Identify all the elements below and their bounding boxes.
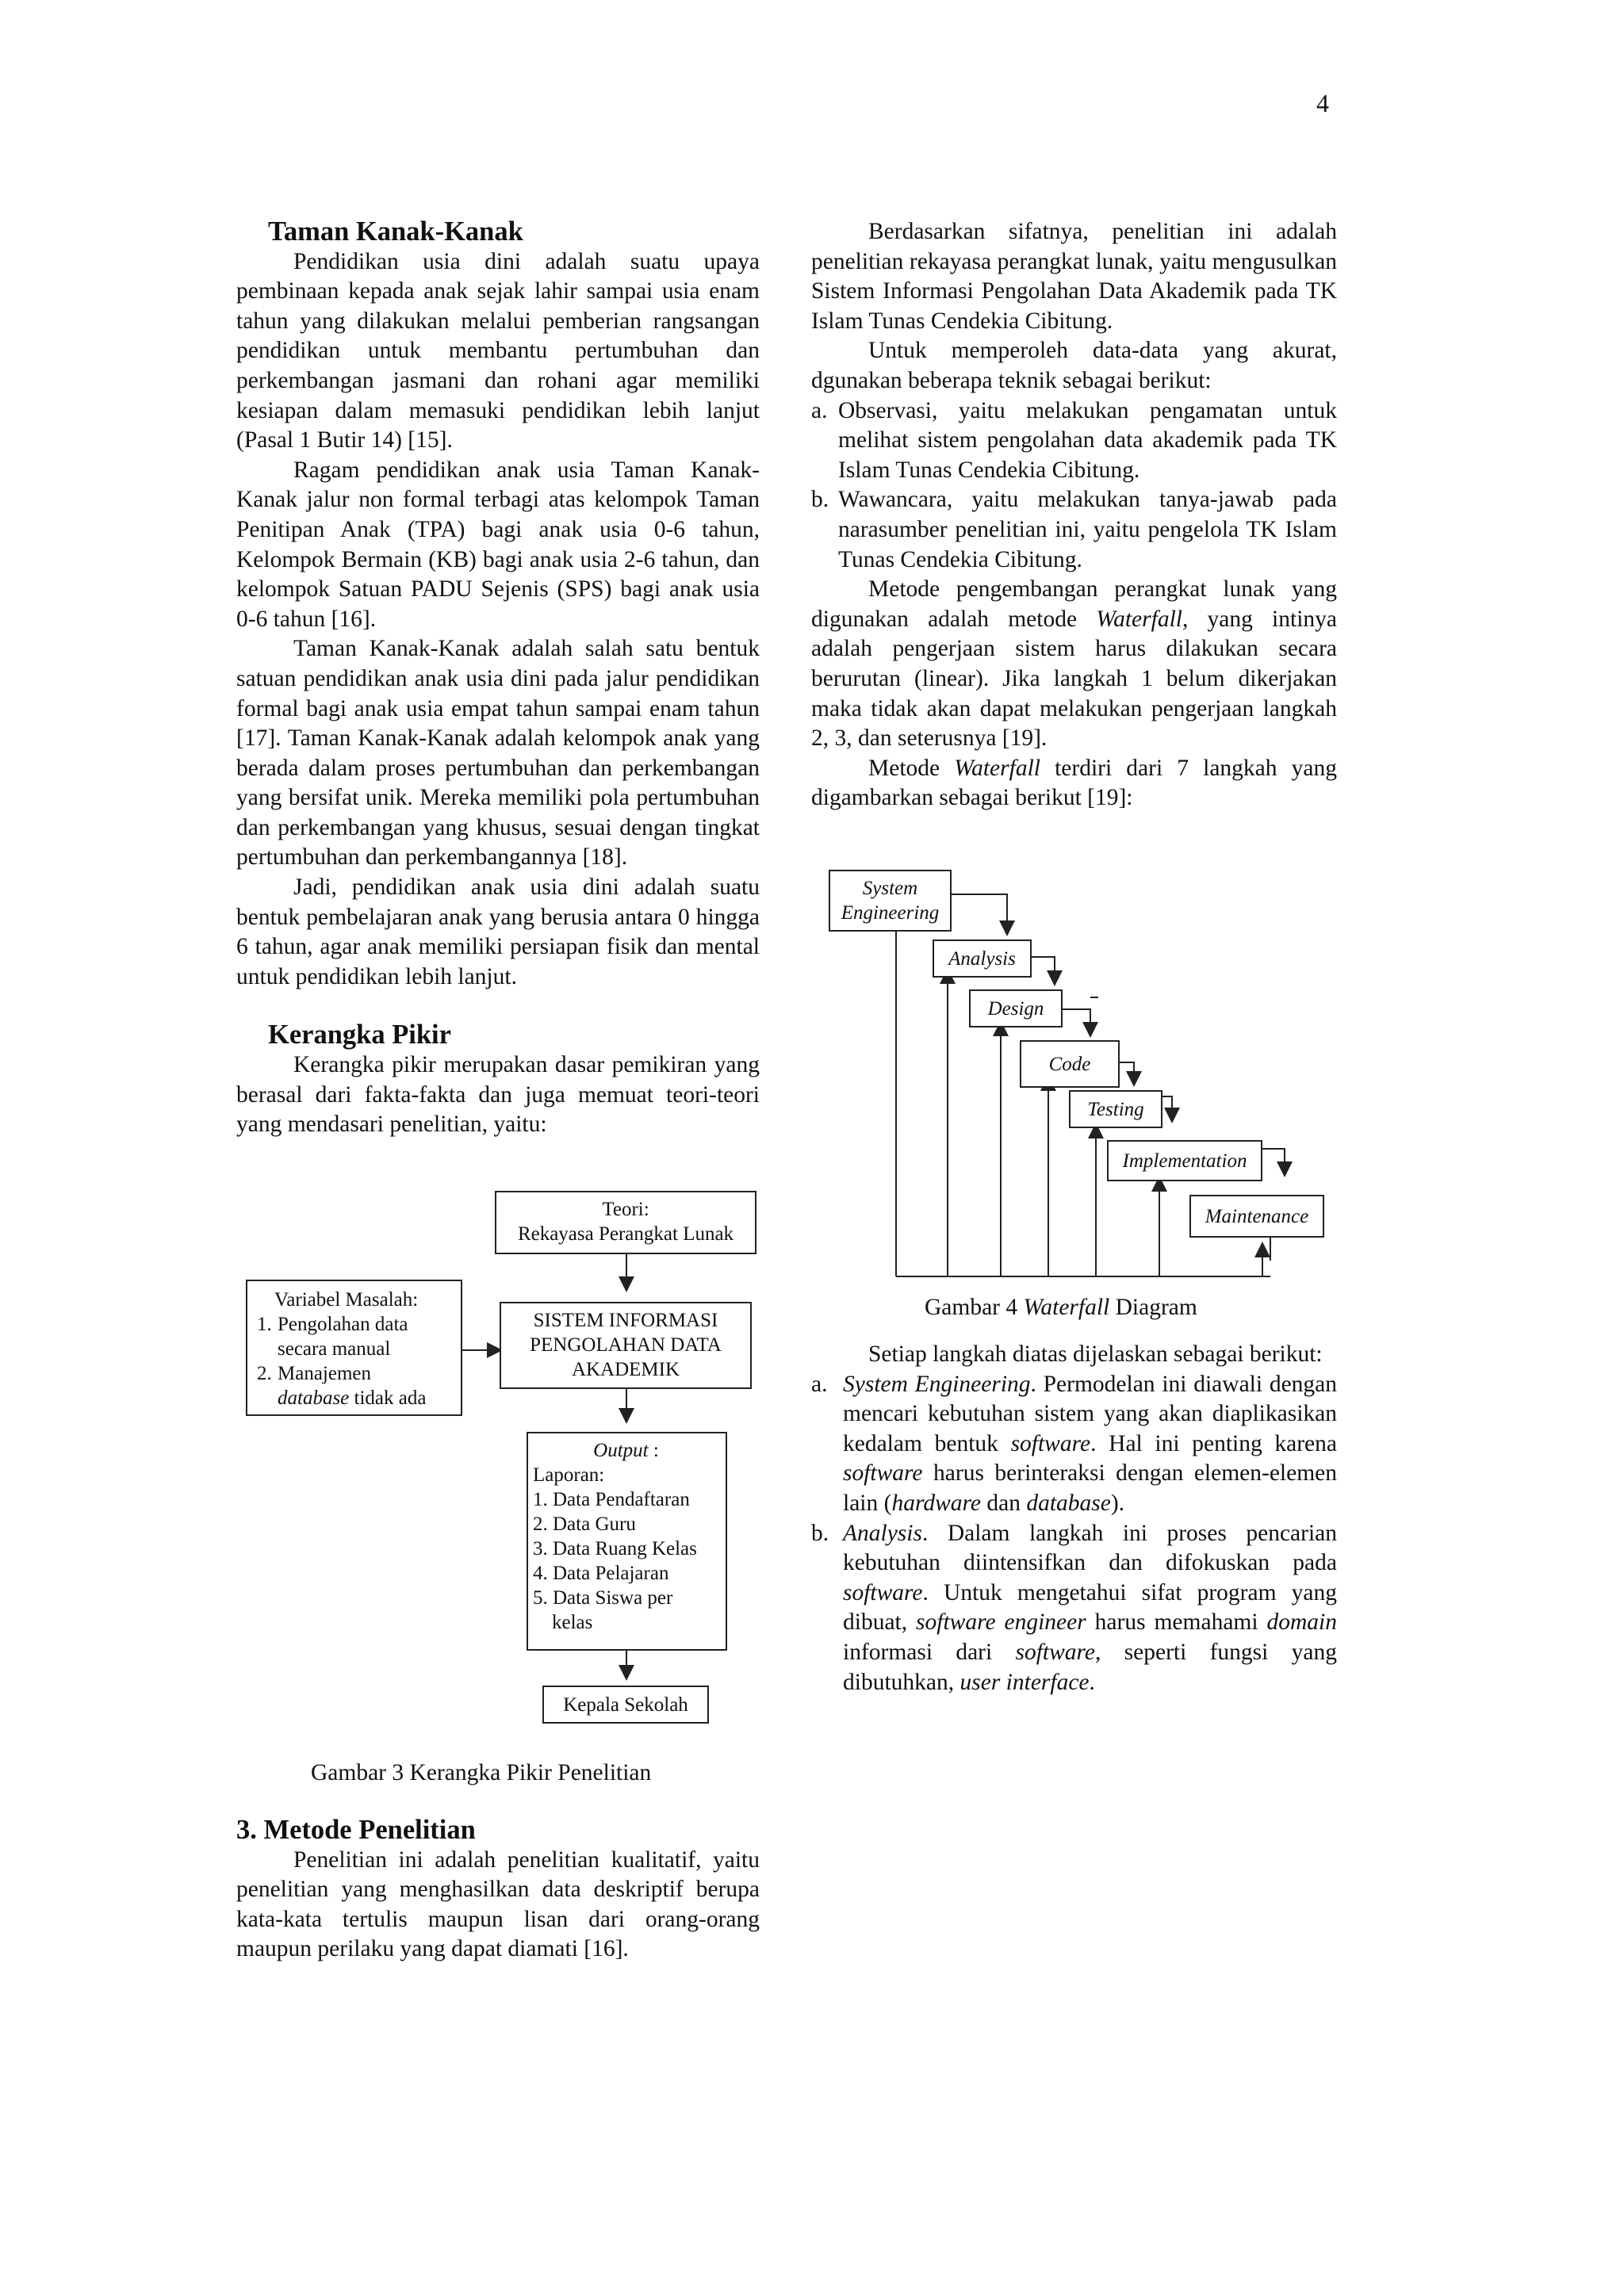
step-system-engineering: System Engineering (829, 870, 952, 932)
paragraph: Metode Waterfall terdiri dari 7 langkah yang digambarkan sebagai berikut [19]: (811, 755, 1337, 811)
step-analysis: Analysis (933, 939, 1032, 978)
page-number: 4 (1316, 89, 1329, 117)
paragraph: Kerangka pikir merupakan dasar pemikiran yang berasal dari fakta-fakta dan juga memuat teori-teori yang mendasari penelitian, yaitu: (236, 1052, 760, 1138)
paragraph: Ragam pendidikan anak usia Taman Kanak-Kanak jalur non formal terbagi atas kelompok Taman Penitipan Anak (TPA) bagi anak usia 0-6 tahun, Kelompok Bermain (KB) bagi anak usia 2-6 tahun, dan kelompok Satuan PADU Sejenis (SPS) bagi anak usia 0-6 tahun [16]. (236, 457, 760, 632)
variable-box: Variabel Masalah: 1. Pengolahan data secara manual 2. Manajemen database tidak ada (246, 1280, 462, 1416)
step-testing: Testing (1069, 1090, 1162, 1128)
technique-list (811, 396, 1337, 576)
list-item: b. Analysis. Dalam langkah ini proses pencarian kebutuhan diintensifkan dan difokuskan pada software. Untuk mengetahui sifat program yang dibuat, software engineer harus memahami domain informasi dari software, seperti fungsi yang dibutuhkan, user interface. (811, 1520, 1337, 1695)
step-maintenance: Maintenance (1189, 1195, 1324, 1238)
left-column (236, 217, 760, 1140)
paragraph: Untuk memperoleh data-data yang akurat, dgunakan beberapa teknik sebagai berikut: (811, 338, 1337, 393)
list-item: a. System Engineering. Permodelan ini diawali dengan mencari kebutuhan sistem yang akan diaplikasikan kedalam bentuk software. Hal ini penting karena software harus berinteraksi dengan elemen-elemen lain (hardware dan database). (811, 1371, 1338, 1516)
step-code: Code (1020, 1040, 1120, 1088)
paragraph: Metode pengembangan perangkat lunak yang digunakan adalah metode Waterfall, yang intinya adalah pengerjaan sistem harus dilakukan secara berurutan (linear). Jika langkah 1 belum dikerjakan maka tidak akan dapat melakukan pengerjaan langkah 2, 3, dan seterusnya [19]. (811, 576, 1337, 752)
list-item: a. Observasi, yaitu melakukan pengamatan untuk melihat sistem pengolahan data akademik pada TK Islam Tunas Cendekia Cibitung. (811, 397, 1337, 483)
step-explanation-list (811, 1370, 1337, 1698)
list-item: b. Wawancara, yaitu melakukan tanya-jawab pada narasumber penelitian ini, yaitu pengelola TK Islam Tunas Cendekia Cibitung. (811, 487, 1337, 572)
section-title-kerangka-pikir: Kerangka Pikir (268, 1020, 451, 1050)
step-implementation: Implementation (1107, 1140, 1262, 1181)
section-title-taman-kanak-kanak: Taman Kanak-Kanak (268, 216, 523, 247)
principal-box: Kepala Sekolah (542, 1686, 709, 1724)
paragraph: Pendidikan usia dini adalah suatu upaya pembinaan kepada anak sejak lahir sampai usia enam tahun yang dilakukan melalui pemberian rangsangan pendidikan untuk membantu pertumbuhan dan perkembangan jasmani dan rohani agar memiliki kesiapan dalam memasuki pendidikan lebih lanjut (Pasal 1 Butir 14) [15]. (236, 248, 760, 453)
paragraph: Taman Kanak-Kanak adalah salah satu bentuk satuan pendidikan anak usia dini pada jalur pendidikan formal bagi anak usia empat tahun sampai enam tahun [17]. Taman Kanak-Kanak adalah kelompok anak yang berada dalam proses pertumbuhan dan perkembangan yang bersifat unik. Mereka memiliki pola pertumbuhan dan perkembangan yang khusus, sesuai dengan tingkat pertumbuhan dan perkembangannya [18]. (236, 636, 760, 871)
figure4-caption: Gambar 4 Waterfall Diagram (925, 1295, 1197, 1320)
left-column-bottom (236, 1816, 760, 1965)
output-box: Output : Laporan: 1. Data Pendaftaran 2. Data Guru 3. Data Ruang Kelas 4. Data Pelajaran 5. Data Siswa per kelas (527, 1432, 727, 1651)
figure-kerangka-pikir (236, 1181, 776, 1736)
paragraph: Berdasarkan sifatnya, penelitian ini adalah penelitian rekayasa perangkat lunak, yaitu mengusulkan Sistem Informasi Pengolahan Data Akademik pada TK Islam Tunas Cendekia Cibitung. (811, 219, 1337, 334)
paragraph: Penelitian ini adalah penelitian kualitatif, yaitu penelitian yang menghasilkan data deskriptif berupa kata-kata tertulis maupun lisan dari orang-orang maupun perilaku yang dapat diamati [16]. (236, 1846, 760, 1962)
paragraph: Jadi, pendidikan anak usia dini adalah suatu bentuk pembelajaran anak yang berusia antara 0 hingga 6 tahun, agar anak memiliki persiapan fisik dan mental untuk pendidikan lebih lanjut. (236, 874, 760, 989)
figure3-caption: Gambar 3 Kerangka Pikir Penelitian (311, 1760, 652, 1785)
theory-box: Teori: Rekayasa Perangkat Lunak (495, 1191, 756, 1254)
figure-waterfall-diagram (817, 860, 1340, 1320)
right-column-bottom (811, 1340, 1337, 1697)
paragraph: Setiap langkah diatas dijelaskan sebagai berikut: (868, 1341, 1323, 1367)
system-box: SISTEM INFORMASI PENGOLAHAN DATA AKADEMIK (500, 1302, 752, 1389)
section-title-metode-penelitian: 3. Metode Penelitian (236, 1815, 476, 1845)
right-column (811, 217, 1337, 813)
step-design: Design (969, 989, 1063, 1027)
